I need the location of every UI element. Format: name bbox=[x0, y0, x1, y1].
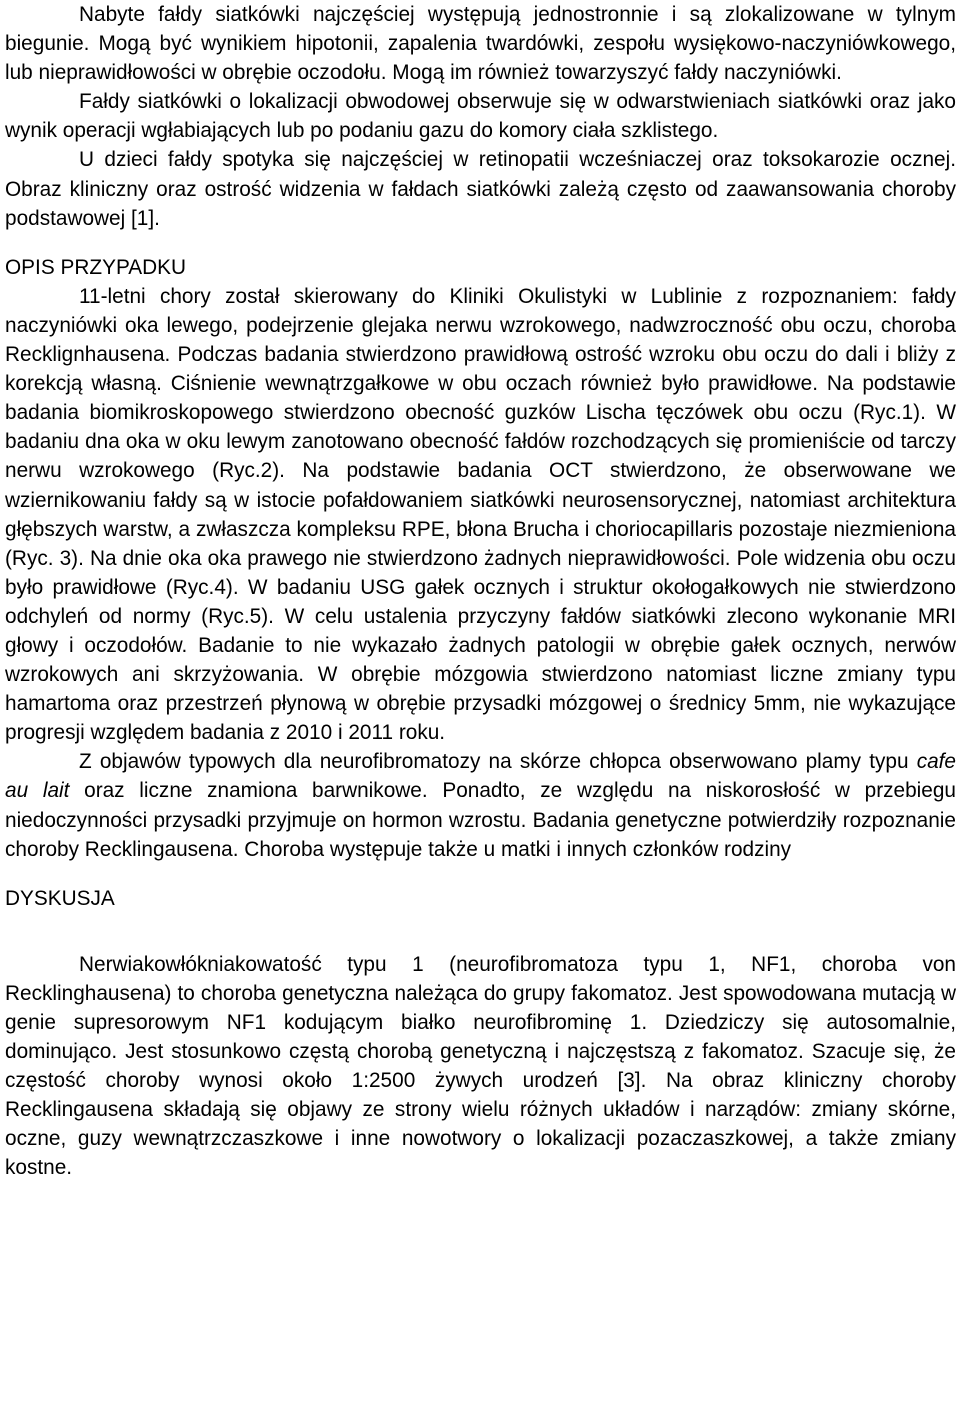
spacer bbox=[5, 913, 956, 950]
intro-paragraph-3: U dzieci fałdy spotyka się najczęściej w retinopatii wcześniaczej oraz toksokarozie ocznej. Obraz kliniczny oraz ostrość widzenia w fałdach siatkówki zależą często od zaawansowania choroby podstawowej [1]. bbox=[5, 148, 956, 230]
case-paragraph-1: 11-letni chory został skierowany do Kliniki Okulistyki w Lublinie z rozpoznaniem: fałdy naczyniówki oka lewego, podejrzenie glejaka nerwu wzrokowego, nadwzroczność obu oczu, choroba Recklignhausena. Podczas badania stwierdzono prawidłową ostrość wzroku obu oczu do dali i bliży z korekcją własną. Ciśnienie wewnątrzgałkowe w obu oczach również było prawidłowe. Na podstawie badania biomikroskopowego stwierdzono obecność guzków Lischa tęczówek obu oczu (Ryc.1). W badaniu dna oka w oku lewym zanotowano obecność fałdów rozchodzących się promieniście od tarczy nerwu wzrokowego (Ryc.2). Na podstawie badania OCT stwierdzono, że obserwowane we wziernikowaniu fałdy są w istocie pofałdowaniem siatkówki neurosensorycznej, natomiast architektura głębszych warstw, a zwłaszcza kompleksu RPE, błona Brucha i choriocapillaris pozostaje niezmieniona (Ryc. 3). Na dnie oka oka prawego nie stwierdzono żadnych nieprawidłowości. Pole widzenia obu oczu było prawidłowe (Ryc.4). W badaniu USG gałek ocznych i struktur okołogałkowych nie stwierdzono odchyleń od normy (Ryc.5). W celu ustalenia przyczyny fałdów siatkówki zlecono wykonanie MRI głowy i oczodołów. Badanie to nie wykazało żadnych patologii w obrębie gałek ocznych, nerwów wzrokowych ani skrzyżowania. W obrębie mózgowia stwierdzono natomiast liczne zmiany typu hamartoma oraz przestrzeń płynową w obrębie przysadki mózgowej o średnicy 5mm, nie wykazujące progresji względem badania z 2010 i 2011 roku. bbox=[5, 284, 956, 745]
discussion-paragraph-1: Nerwiakowłókniakowatość typu 1 (neurofibromatoza typu 1, NF1, choroba von Recklinghausena) to choroba genetyczna należąca do grupy fakomatoz. Jest spowodowana mutacją w genie supresorowym NF1 kodującym białko neurofibrominę 1. Dziedziczy się autosomalnie, dominująco. Jest stosunkowo częstą chorobą genetyczną i najczęstszą z fakomatoz. Szacuje się, że częstość choroby wynosi około 1:2500 żywych urodzeń [3]. Na obraz kliniczny choroby Recklingausena składają się objawy ze strony wielu różnych układów i narządów: zmiany skórne, oczne, guzy wewnątrzczaszkowe i inne nowotwory o lokalizacji pozaczaszkowej, a także zmiany kostne. bbox=[5, 952, 956, 1180]
intro-paragraph-2: Fałdy siatkówki o lokalizacji obwodowej obserwuje się w odwarstwieniach siatkówki oraz jako wynik operacji wgłabiających lub po podaniu gazu do komory ciała szklistego. bbox=[5, 90, 956, 143]
case-paragraph-2-start: Z objawów typowych dla neurofibromatozy na skórze chłopca obserwowano plamy typu bbox=[79, 750, 917, 774]
cafe-au-lait-term: cafe au lait bbox=[5, 750, 956, 803]
discussion-heading: DYSKUSJA bbox=[5, 886, 115, 910]
spacer bbox=[5, 864, 956, 884]
case-heading: OPIS PRZYPADKU bbox=[5, 255, 187, 279]
spacer bbox=[5, 233, 956, 253]
case-paragraph-2 bbox=[5, 747, 956, 863]
intro-paragraph-1: Nabyte fałdy siatkówki najczęściej występują jednostronnie i są zlokalizowane w tylnym biegunie. Mogą być wynikiem hipotonii, zapalenia twardówki, zespołu wysiękowo-naczyniówkowego, lub nieprawidłowości w obrębie oczodołu. Mogą im również towarzyszyć fałdy naczyniówki. bbox=[5, 3, 956, 85]
case-paragraph-2-end: oraz liczne znamiona barwnikowe. Ponadto, ze względu na niskorosłość w przebiegu niedoczynności przysadki przyjmuje on hormon wzrostu. Badania genetyczne potwierdziły rozpoznanie choroby Recklingausena. Choroba występuje także u matki i innych członków rodziny bbox=[5, 779, 956, 861]
